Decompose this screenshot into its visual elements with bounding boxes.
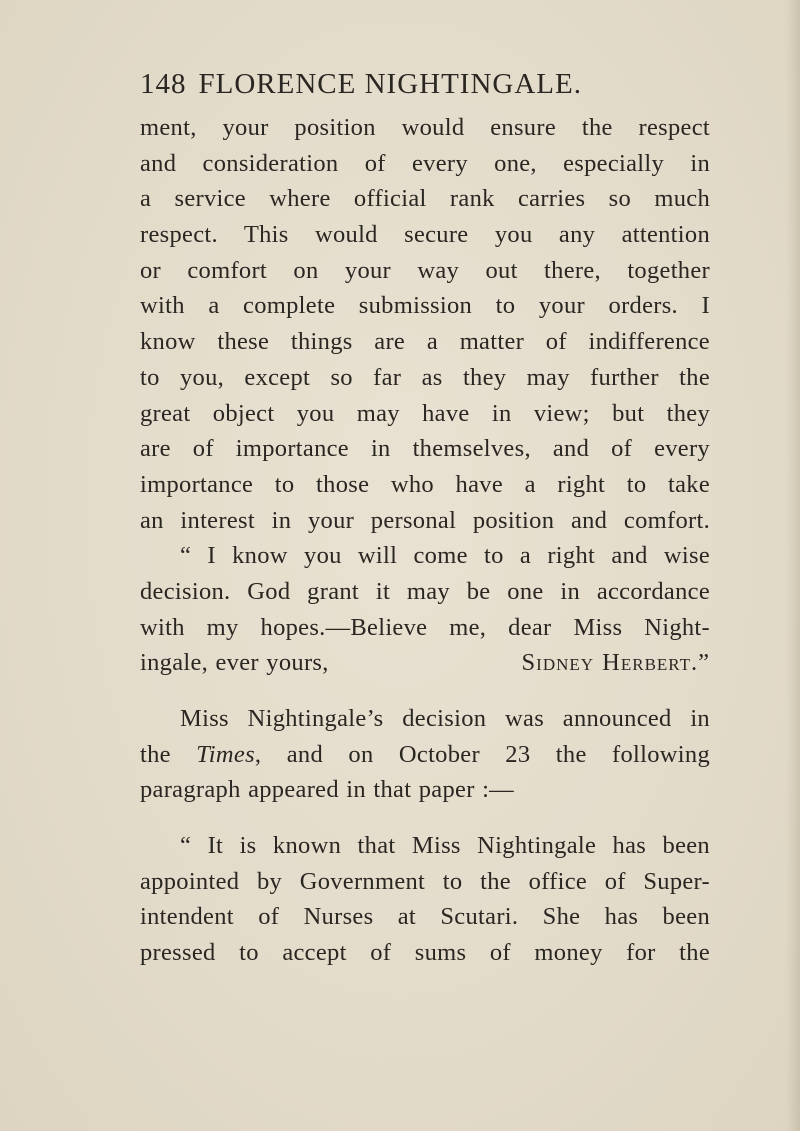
signature-line [140, 645, 710, 681]
text-line: ment, your position would ensure the respect [140, 114, 710, 141]
paragraph-gap [140, 681, 710, 701]
text-line: and consideration of every one, especially in [140, 149, 710, 177]
running-title: FLORENCE NIGHTINGALE. [198, 68, 582, 100]
signature-name: Sidney Herbert.” [521, 649, 710, 677]
text-line: Miss Nightingale’s decision was announced in [180, 705, 710, 732]
text-line: a service where official rank carries so much [140, 185, 710, 213]
text-line: with my hopes.—Believe me, dear Miss Night- [140, 613, 710, 641]
text-line: are of importance in themselves, and of every [140, 435, 710, 463]
text-line: intendent of Nurses at Scutari. She has been [140, 903, 710, 931]
text-line [140, 737, 710, 773]
quoted-paragraph [140, 828, 710, 971]
page-number: 148 [140, 68, 187, 100]
text-line: great object you may have in view; but they [140, 399, 710, 427]
announcement-paragraph [140, 701, 710, 808]
text-fragment: , and on October 23 the following [254, 740, 710, 768]
text-line: to you, except so far as they may further the [140, 363, 710, 391]
text-line: paragraph appeared in that paper :— [140, 776, 514, 804]
text-line: “ It is known that Miss Nightingale has been [180, 832, 710, 860]
text-line: decision. God grant it may be one in accordance [140, 577, 710, 605]
text-fragment: the [140, 740, 197, 768]
text-line: appointed by Government to the office of Super- [140, 867, 710, 895]
newspaper-title: Times [196, 740, 255, 768]
text-line: pressed to accept of sums of money for the [140, 939, 710, 967]
text-column [140, 64, 710, 971]
text-line: respect. This would secure you any attention [140, 221, 710, 249]
text-line: know these things are a matter of indifference [140, 328, 710, 356]
text-line: or comfort on your way out there, together [140, 256, 710, 284]
text-line: “ I know you will come to a right and wise [180, 542, 710, 570]
paragraph-gap [140, 808, 710, 828]
closing-text: ingale, ever yours, [140, 649, 329, 677]
text-line: with a complete submission to your orders. I [140, 292, 710, 320]
letter-text [140, 110, 710, 681]
text-line: an interest in your personal position and comfort. [140, 506, 710, 534]
running-head [140, 64, 710, 110]
text-line: importance to those who have a right to take [140, 470, 710, 498]
